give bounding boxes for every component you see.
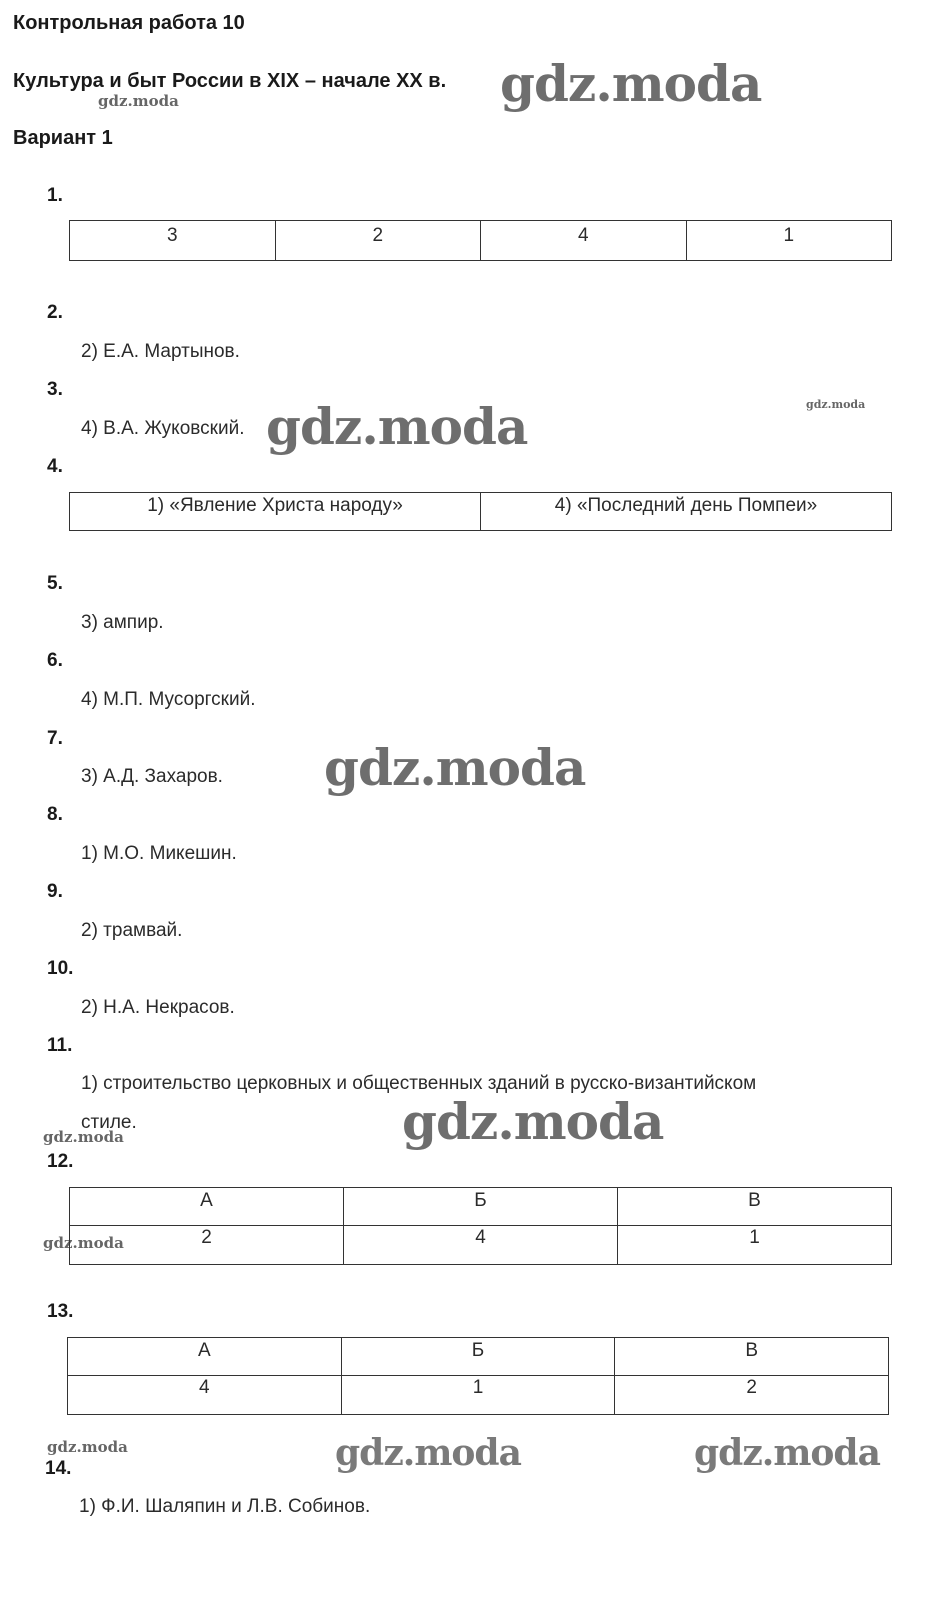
answer-text: стиле.	[81, 1112, 137, 1133]
answer-text: 4) М.П. Мусоргский.	[81, 689, 256, 710]
q1-answer-table	[69, 220, 892, 261]
topic-title: Культура и быт России в XIX – начале XX в.	[13, 70, 447, 92]
table-cell: 2	[70, 1226, 344, 1265]
variant-title: Вариант 1	[13, 127, 113, 149]
answer-text: 1) строительство церковных и общественных зданий в русско-византийском	[81, 1073, 757, 1094]
watermark: gdz.moda	[43, 1128, 124, 1146]
table-cell: 2	[615, 1376, 889, 1415]
watermark: gdz.moda	[266, 397, 528, 456]
answer-text: 4) В.А. Жуковский.	[81, 418, 245, 439]
question-number: 8.	[47, 804, 63, 825]
question-number: 12.	[47, 1151, 74, 1172]
table-cell: 1) «Явление Христа народу»	[70, 493, 481, 531]
work-title: Контрольная работа 10	[13, 12, 245, 34]
watermark: gdz.moda	[694, 1432, 880, 1474]
watermark: gdz.moda	[500, 54, 762, 113]
watermark: gdz.moda	[43, 1234, 124, 1252]
question-number: 5.	[47, 573, 63, 594]
question-number: 6.	[47, 650, 63, 671]
watermark: gdz.moda	[324, 738, 586, 797]
question-number: 11.	[47, 1035, 73, 1056]
watermark: gdz.moda	[335, 1432, 521, 1474]
answer-text: 2) Н.А. Некрасов.	[81, 997, 235, 1018]
table-cell: 2	[275, 221, 481, 261]
answer-text: 3) ампир.	[81, 612, 164, 633]
watermark: gdz.moda	[98, 92, 179, 110]
table-header-cell: В	[615, 1338, 889, 1376]
question-number: 14.	[45, 1458, 72, 1479]
q4-answer-table	[69, 492, 892, 531]
answer-text: 2) трамвай.	[81, 920, 183, 941]
table-cell: 1	[686, 221, 892, 261]
question-number: 13.	[47, 1301, 74, 1322]
q13-answer-table	[67, 1337, 889, 1415]
table-header-cell: А	[68, 1338, 342, 1376]
answer-text: 3) А.Д. Захаров.	[81, 766, 223, 787]
question-number: 9.	[47, 881, 63, 902]
question-number: 2.	[47, 302, 63, 323]
question-number: 3.	[47, 379, 63, 400]
question-number: 1.	[47, 185, 63, 206]
table-cell: 4	[68, 1376, 342, 1415]
q12-answer-table	[69, 1187, 892, 1265]
table-cell: 1	[341, 1376, 615, 1415]
answer-text: 1) М.О. Микешин.	[81, 843, 237, 864]
answer-text: 1) Ф.И. Шаляпин и Л.В. Собинов.	[79, 1496, 371, 1517]
question-number: 7.	[47, 728, 63, 749]
table-header-cell: Б	[344, 1188, 618, 1226]
table-header-cell: А	[70, 1188, 344, 1226]
question-number: 4.	[47, 456, 63, 477]
table-header-cell: В	[618, 1188, 892, 1226]
table-cell: 4) «Последний день Помпеи»	[481, 493, 892, 531]
watermark: gdz.moda	[806, 398, 866, 411]
table-cell: 3	[70, 221, 276, 261]
question-number: 10.	[47, 958, 74, 979]
watermark: gdz.moda	[47, 1438, 128, 1456]
table-cell: 1	[618, 1226, 892, 1265]
table-cell: 4	[344, 1226, 618, 1265]
table-cell: 4	[481, 221, 687, 261]
watermark: gdz.moda	[402, 1092, 664, 1151]
answer-text: 2) Е.А. Мартынов.	[81, 341, 240, 362]
table-header-cell: Б	[341, 1338, 615, 1376]
